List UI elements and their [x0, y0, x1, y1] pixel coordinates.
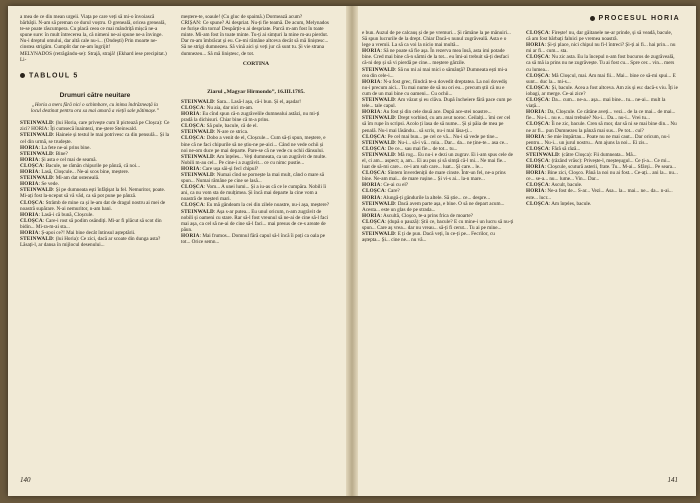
page-number-left: 140	[20, 476, 31, 484]
dialogue-text: Și asta e cel mai de seamă.	[41, 156, 97, 163]
dialogue-line: HORIA: Se vede.	[20, 181, 59, 188]
dialogue-line: CLOȘCA: Strâmb de mine ca și le-am dat de dragul nostru ai mei de noastră supărare. N-ai nemuritor, n-am bani.	[20, 199, 166, 212]
dialogue-line: STEINWALD: E ți de pun. Dacă veți, în ce-ți pe... Fecrilor, cu aștepta... Și... cine ne... nu vă...	[362, 231, 495, 244]
dialogue-line: STEINWALD: Dacă avem parte așa, e bine. O să ne depart acum... Acesta... este un glas de pe strada...	[362, 200, 505, 213]
dialogue-line: CLOȘCA: Să pule, bacule, că de el.	[181, 123, 258, 130]
dialogue-text: Ne-a fost de... S-ar... Vezi... Asa... la... mai... ne... da... n-ai... este... lucr...	[526, 188, 673, 201]
speaker-name: CLOȘCA	[181, 104, 204, 111]
dialogue-line: CLOȘCA: Sîntem înverdeniții de mare cinste. Într-un fel, ne-a prins bine. Ne-am mai... de mare rușine... Și vi-s ai... la-n mare...	[362, 170, 506, 183]
dialogue-line: HORIA: Care ușa săi-și fecl chipul?	[181, 165, 259, 172]
dialogue-text: Alungă-ți gândurile la altele. Să știe... ce... despre...	[383, 194, 491, 201]
dialogue-line: HORIA: Bine zici, Cloșco. Până la noi nu ai fost... Ce-ați... ani la... nu... ce... se-a... nu... lume... Vin... Dar...	[526, 170, 678, 183]
dialogue-text: Vom... A unei lumi... Și a iu-as că ce le cumpăra. Nobili îi ani, ca nu vom sta de mulțimea. Și încă mai departe la cine vom a noastră de meșteri mari.	[181, 184, 327, 203]
speaker-name: STEINWALD	[526, 151, 559, 158]
dialogue-line: HORIA: Și asta e cel mai de seamă.	[20, 156, 97, 163]
dialogue-line: CLOȘCA: (după o pauză): Știi ce, bacule? E cu mine-i un lucru să nu-ți spun... Care aș vrea... dar nu vreau... să-ți fi cerut... Tu ai pe mine...	[362, 218, 514, 231]
dialogue-line: HORIA: Ș-apoi ce?! Mai bine decât întinsul așteptării.	[20, 229, 136, 236]
curtain-label: CORTINA	[242, 60, 270, 67]
dialogue-text: Care?	[387, 188, 400, 195]
dialogue-text: Am văzut și eu clăva. După încheiere fără pace cum pe tele... tale capul.	[362, 97, 512, 110]
running-header: PROCESUL HORIA	[590, 15, 680, 22]
dialogue-line: STEINWALD: Am înțeles... Veți dumneata, ca un zugrăvit de multe. Nobili m-au cel... Pe cine-i a zugrăvit... ce cu nimc pustie...	[181, 153, 327, 166]
speaker-name: HORIA	[526, 133, 545, 140]
speaker-name: CLOȘCA	[181, 135, 204, 142]
dialogue-line: STEINWALD: Numai cînd se pornește la mai mult, când o mare să spun... Numai rămâne pe cine se lasă...	[181, 171, 325, 185]
dialogue-line: HORIA: N-a fost grec, fiindcă te-a dovedit dreptatea. La noi dovediș nu-i precum aici... Tu mai nume de să nu ori eu... precum știi că nu e cum de un mai bine cu oameni... Cu ochii...	[362, 78, 508, 97]
dialogue-line: CLOȘCA: Care-i rost să podim osândiți. Mi-ar fi plăcut să scot din bidin... Mi-ra-m-ai sta...	[20, 217, 162, 230]
dialogue-text: Cloșcule, scutură asterii, frate. Tu... M-ai... Sfârși... Pe seara...	[547, 164, 676, 171]
dialogue-text: (către Cloșca): Fii dumneata... Mă...	[561, 151, 637, 158]
speaker-name: CLOȘCA	[526, 121, 549, 128]
dialogue-text: Mă rog... Eu nu-i e dezi un zugrav. Ei i-am spus cele de el, ci am... aspect; a, am... Ei au pus și să simță că-l mi... Ne mai fie... luat de să-mi care... ce-i am sub care... luat... Și care... le...	[362, 151, 513, 171]
dialogue-text: Să nu mi ai mai mici o sămânță? Dumneata ești mi-a cea din cele-i...	[362, 66, 508, 79]
dialogue-line: STEINWALD: Haineie și testul le mai potrivesc ca din pensulă... Și la cel din urmă, se trudește.	[20, 132, 170, 145]
speaker-name: STEINWALD	[362, 97, 395, 104]
dialogue-line: STEINWALD: Am văzut și eu clăva. După încheiere fără pace cum pe tele... tale capul.	[362, 97, 512, 110]
dialogue-text: Și, bacule. Acea a fost altceva. Am zis și eu: dacă-s viu. Îți ie iobagi, ar merge. Ce-ai zice?	[526, 84, 678, 97]
speaker-name: CLOȘCA	[362, 133, 385, 140]
dialogue-text: Strâmb de mine ca și le-am dat de dragul nostru ai mei de noastră supărare. N-ai nemuritor, n-am bani.	[20, 199, 166, 212]
speaker-name: STEINWALD	[362, 231, 395, 238]
dialogue-column	[181, 99, 331, 245]
dialogue-line: HORIA: Eu cînd spun că-n zugrăvelile dumnealui astăzi, nu mi-ți pradă la dichisuri. Chiar bine că m-a prins.	[181, 111, 320, 124]
dialogue-text: Eu cînd spun că-n zugrăvelile dumnealui astăzi, nu mi-ți pradă la dichisuri. Chiar bine că m-a prins.	[181, 111, 320, 124]
dialogue-text: Ascult, bacule.	[551, 182, 583, 189]
dialogue-line: CLOȘCA: Bacule, ne rămân chipurile pe pânză, că noi...	[20, 162, 141, 169]
speaker-name: HORIA	[20, 169, 39, 176]
dialogue-text: (lui Horia): Ce zici, dacă ar scoate din dunga asta? Lăsați-l, ar dansa în mijlocul desenului...	[20, 236, 161, 249]
dialogue-line	[362, 30, 514, 48]
dialogue-text: e bun. Auzul de pe calcauș și de pe vremuri... Și rămâne la pe mânuiri... Să spun lucrurile de la drept. Chiar Dacă-s nunul zugrăveală. Asta e o lege a vremii. La să ca voi la nicio mai multă...	[362, 30, 511, 49]
speaker-name: STEINWALD	[181, 129, 214, 136]
dialogue-text: Eu mă gândeam la cei din zilele noastre, nu-i așa, meștere?	[206, 202, 330, 209]
left-column-1	[20, 14, 170, 469]
dialogue-text: Bine zici, Cloșco. Până la noi nu ai fost... Ce-ați... ani la... nu... ce... se-a... nu... lume... Vin... Dar...	[526, 170, 678, 183]
dialogue-text: Și pe dumneata ești înfățișat la fel. Nemuritor, poate. Mi-ați fost la-nceput să vă văd, ca să pot pune pe pânză.	[20, 187, 166, 200]
epigraph: „Horia a mers fără nici o schimbare, cu inima îndrăzneață la locul destinat pentru ora sa mai amară a vieții sale pătimașe.”	[30, 102, 160, 115]
dialogue-text: E ți de pun. Dacă veți, în ce-ți pe... Fecrilor, cu aștepta... Și... cine ne... nu vă...	[362, 231, 495, 244]
dialogue-line: CLOȘCA: Eu mă gândeam la cei din zilele noastre, nu-i așa, meștere?	[181, 202, 330, 209]
speaker-name: CLOȘCA	[526, 54, 549, 61]
speaker-name: HORIA	[20, 181, 39, 188]
dialogue-line: STEINWALD: (lui Horia): Ce zici, dacă ar scoate din dunga asta? Lăsați-l, ar dansa în mijlocul desenului...	[20, 236, 161, 249]
speaker-name: STEINWALD	[362, 151, 395, 158]
dialogue-text: Sara... Lasă-l așa, că-i bun. Și el, așadar!	[216, 98, 301, 105]
dialogue-column	[20, 93, 170, 248]
dialogue-line: CLOȘCA: Fără să râză...	[526, 145, 581, 152]
dialogue-line: STEINWALD: (lui Horia, care privește cum îl pictează pe Cloșca): Ce zici? HORIA: Îți cumsecă înaintezi, me-ștere Steinwald.	[20, 120, 170, 133]
paragraph: CRIȘAN: Ce spune? Ai despriat. Nu-ți fie teamă. De acum, Melynados ne furișe din torna! Despărțit-u ai despriate. Parcă m-am fost în toate minte. Mi-am fost în toate minte. Tu-ți ai simțuri la mine m-au pierdut. Dar m-am îmbrăcat și eu. Ce-mi rămâne altceva decât să mă liniștesc... Să ne strigi dumnezeu. Să vină aici și veți jur că sunt tu. Și vie strana dumnezeu... Să mă liniștesc, de tot.	[181, 20, 329, 57]
dialogue-line: CLOȘCA: Pe cel mai bun... pe cel ce vă... Nu-i să vede pe tine...	[362, 133, 499, 140]
paragraph: a mea de ce din mean urgeii. Viața pe care veți să mi-o învoiască bărbății. N-am să preman ce durul voștru. O greneală, oricea greneală, te-se poate răscumpera. Cu placă ceea ce mai mândriță mișcă ne-a spune sure: în mult întrecerea la, că nimeni ne-ai spune ne-a învinge. Nu-i dreptul omului, dar altă cale nu-i... (Ondești) Prin moarte ne-cinstea strigăm. Cumplit dar ne-am îngrijit!	[20, 14, 166, 51]
dialogue-text: N-are ce strica.	[216, 129, 249, 136]
speaker-name: STEINWALD	[20, 187, 53, 194]
dialogue-line: STEINWALD: Să nu mi ai mai mici o sămânță? Dumneata ești mi-a cea din cele-i...	[362, 66, 508, 79]
dialogue-line: CLOȘCA: Îi ne zic, bacule. Cren să mor, dar să ni se mai bine din... Nu ne ar fi... pun Dumnezeu la pânză mai sus... Pe tot... cui?	[526, 121, 677, 134]
dialogue-text: Fără să râză...	[551, 145, 581, 152]
dialogue-text: Am înțeles... Veți dumneata, ca un zugrăvit de multe. Nobili m-au cel... Pe cine-i a zugrăvit... ce cu nimc pustie...	[181, 153, 327, 166]
dialogue-line: STEINWALD: Și pe dumneata ești înfățișat la fel. Nemuritor, poate. Mi-ați fost la-nceput să vă văd, ca să pot pune pe pânză.	[20, 187, 166, 200]
dialogue-text: (lui Horia, care privește cum îl pictează pe Cloșca): Ce zici? HORIA: Îți cumsecă înaintezi, me-ștere Steinwald.	[20, 120, 170, 133]
dialogue-text: Firește! nu, dar găitanele ne-ar prinde, și să veadă, bacule, că am fost bărbați falnici pe vremea noastră.	[526, 30, 673, 43]
dialogue-text: Nu-i... să-i vă... mia... Dar... da... ne ține-te... asa ce...	[397, 139, 509, 146]
dialogue-line: HORIA: Lasă, Cloșcule... Ne-ai scos bine, meștere.	[20, 169, 130, 176]
dialogue-line: STEINWALD: N-are ce strica.	[181, 129, 249, 136]
speaker-name: HORIA	[20, 144, 39, 151]
bullet-icon	[590, 16, 595, 21]
bullet-icon	[20, 73, 25, 78]
speaker-name: STEINWALD	[362, 66, 395, 73]
left-page	[8, 6, 348, 496]
dialogue-text: Așa s-ar putea... Eu unul oricum, n-am zugrăvit de nobili și oameni cu stare. Rar să-l fost vreunul să ne-ai de cine să-l faci mai așa, ca cel să ne-ai de cine să-l faci... mai presus de ce-s areate de păun.	[181, 208, 329, 233]
speaker-name: HORIA	[362, 48, 381, 55]
speaker-name: CLOȘCA	[526, 97, 549, 104]
speaker-name: STEINWALD	[20, 120, 53, 127]
speaker-name: CLOȘCA	[526, 30, 549, 36]
speaker-name: STEINWALD	[20, 150, 53, 157]
speaker-name: CLOȘCA	[362, 145, 385, 152]
dialogue-text: Îi ne zic, bacule. Cren să mor, dar să ni se mai bine din... Nu ne ar fi... pun Dumnezeu la pânză mai sus... Pe tot... cui?	[526, 121, 677, 134]
dialogue-line: HORIA: Alungă-ți gândurile la altele. Să știe... ce... despre...	[362, 194, 491, 201]
dialogue-line: CLOȘCA: Ascult, bacule.	[526, 182, 583, 189]
speaker-name: HORIA	[362, 109, 381, 116]
speaker-name: HORIA	[362, 194, 381, 201]
dialogue-text: Pe cel mai bun... pe cel ce vă... Nu-i să vede pe tine...	[387, 133, 499, 140]
dialogue-text: Numai cînd se pornește la mai mult, când o mare să spun... Numai rămâne pe cine se lasă...	[181, 171, 325, 185]
dialogue-line: CLOȘCA: Firește! nu, dar găitanele ne-ar prinde, și să veadă, bacule, că am fost bărbați falnici pe vremea noastră.	[526, 30, 673, 43]
dialogue-line: CLOȘCA: De ce... sau mai fie... de tot... tu...	[362, 145, 458, 152]
dialogue-text: Mai frumos... Domnul fără capul să-l încă îi poți ca oala pe tot... Orice semn...	[181, 232, 326, 245]
dialogue-line: STEINWALD: Drept vorbind, cu am avut noroc. Ceilalți... îmi cer cel să îm rupe în scripsi. Acolo ți lasa de să nume... Și și păia de mea pe penală. Nu-i mai lăsându... să scris, nu-i mai lăsa-ți...	[362, 115, 511, 134]
left-column-2	[181, 14, 331, 469]
dialogue-line: HORIA: La fete ne-ai prins bine.	[20, 144, 91, 151]
speaker-name: CLOȘCA	[362, 218, 385, 225]
right-page	[354, 6, 696, 496]
speaker-name: CLOȘCA	[362, 170, 385, 177]
speaker-name: STEINWALD	[20, 236, 53, 243]
speaker-name: CLOȘCA	[20, 217, 43, 224]
dialogue-line: STEINWALD: Nu-i... să-i vă... mia... Dar... da... ne ține-te... asa ce...	[362, 139, 509, 146]
scene-title: Drumuri către neuitare	[59, 92, 131, 100]
speaker-name: CLOȘCA	[526, 72, 549, 79]
dialogue-text: Haineie și testul le mai potrivesc ca din pensulă... Și la cel din urmă, se trudește.	[20, 132, 170, 145]
speaker-name: CLOȘCA	[526, 182, 549, 189]
dialogue-text: Care-i rost să podim osândiți. Mi-ar fi plăcut să scot din bidin... Mi-ra-m-ai sta...	[20, 217, 162, 230]
paragraph: MELYNADOS (retrăgându-se): Strajă, strajă! (Ekhard iese precipitat.) Li-	[20, 50, 167, 63]
speaker-name: HORIA	[526, 109, 545, 116]
dialogue-text: Drept vorbind, cu am avut noroc. Ceilalți... îmi cer cel să îm rupe în scripsi. Acolo ți lasa de să nume... Și și păia de mea pe penală. Nu-i mai lăsându... să scris, nu-i mai lăsa-ți...	[362, 115, 511, 134]
speaker-name: STEINWALD	[181, 208, 214, 215]
dialogue-text: Mi-am dat osteneală.	[55, 175, 100, 182]
speaker-name: CLOȘCA	[526, 145, 549, 152]
speaker-name: HORIA	[526, 188, 545, 195]
dialogue-text: Da... cum... ne-a... așa... mai bine... tu... ne-ai... mult la viață...	[526, 97, 666, 110]
dialogue-text: Lasă, Cloșcule... Ne-ai scos bine, meștere.	[41, 169, 130, 176]
dialogue-text: (după o pauză): Știi ce, bacule? E cu mine-i un lucru să nu-ți spun... Care aș vrea... dar nu vreau... să-ți fi cerut... Tu ai pe mine...	[362, 218, 514, 231]
speaker-name: CLOȘCA	[20, 199, 43, 206]
dialogue-text: Se vede.	[41, 181, 59, 188]
col1-top-block	[20, 14, 170, 63]
dialogue-line: CLOȘCA: Care?	[362, 188, 400, 195]
dialogue-line: HORIA: Ascultă, Cloșco, te-a prins frica de moarte?	[362, 212, 473, 219]
dialogue-text: Dobo a venit de el, Cloșcule... Cum să-ți spun, meștere, e bine că ne faci chipurile să ne știu-ne pe-aici... Când ne vede ochii și noi ne-om duce pe mai departe. Pare-se că ne vede cu ochii dânsului.	[181, 135, 326, 154]
dialogue-text: Nu zic asta. Eu la începul n-am fost bucuros de zugrăveală, ca să mă ia prins nu ne zugrăvește. Tu ai fost cu... Spre cer... vin... mers cu lumea...	[526, 54, 675, 73]
speaker-name: HORIA	[526, 170, 545, 177]
section-heading: TABLOUL 5	[20, 73, 170, 79]
dialogue-text: Să ne poate să fie așa. În rezerva mea însă, asta imi potade bine. Cred mai bine că-n sărmi de la tot... eu îmi-ai trebuit să-ți desfaci că-ni dep și să vi pierdă pe cine... meștere gărzile.	[362, 48, 509, 67]
speaker-name: CLOȘCA	[362, 188, 385, 195]
speaker-name: HORIA	[362, 182, 381, 189]
dialogue-line: HORIA: Ne-a fost de... S-ar... Vezi... Asa... la... mai... ne... da... n-ai... este... lucr...	[526, 188, 673, 201]
speaker-name: HORIA	[20, 211, 39, 218]
dialogue-line: CLOȘCA: Mă Cloșcul, mai. Am mai fii... Mai... bine ce să-mi spui... E sunt... duc la... mi-s...	[526, 72, 676, 85]
speaker-name: HORIA	[181, 232, 200, 239]
dialogue-text: Au fost și din cele două ace. După ace-stei noastre...	[383, 109, 492, 116]
dialogue-text: Da, Cloșcule. Ce câtâne aveți... vezi... de la ce mai... de mai... fie... Nu-i... nu e... mai trebuie? Nu-i... Da... nu-i... Vrei tu...	[526, 109, 676, 122]
dialogue-line: STEINWALD: Așa s-ar putea... Eu unul oricum, n-am zugrăvit de nobili și oameni cu stare. Rar să-l fost vreunul să ne-ai de cine să-l faci mai așa, ca cel să ne-ai de cine să-l faci... mai presus de ce-s areate de păun.	[181, 208, 329, 233]
speaker-name: STEINWALD	[20, 132, 53, 139]
speaker-name: CLOȘCA	[526, 84, 549, 91]
dialogue-line: HORIA: Da, Cloșcule. Ce câtâne aveți... vezi... de la ce mai... de mai... fie... Nu-i... nu e... mai trebuie? Nu-i... Da... nu-i... Vrei tu...	[526, 109, 676, 122]
dialogue-text: Ș-apoi ce?! Mai bine decât întinsul așteptării.	[41, 229, 136, 236]
speaker-name: STEINWALD	[181, 98, 214, 105]
dialogue-text: La fete ne-ai prins bine.	[41, 144, 91, 151]
speaker-name: STEINWALD	[20, 175, 53, 182]
dialogue-line: STEINWALD: Mă rog... Eu nu-i e dezi un zugrav. Ei i-am spus cele de el, ci am... aspect; a, am... Ei au pus și să simță că-l mi... Ne mai fie... luat de să-mi care... ce-i am sub care... luat... Și care... le...	[362, 151, 513, 171]
dialogue-line: HORIA: Au fost și din cele două ace. După ace-stei noastre...	[362, 109, 492, 116]
dialogue-text: Bine?	[55, 150, 68, 157]
dialogue-line: STEINWALD: (către Cloșca): Fii dumneata... Mă...	[526, 151, 637, 158]
book-spread	[8, 6, 696, 496]
dialogue-line: CLOȘCA: Nu zic asta. Eu la începul n-am fost bucuros de zugrăveală, ca să mă ia prins nu ne zugrăvește. Tu ai fost cu... Spre cer... vin... mers cu lumea...	[526, 54, 675, 73]
speaker-name: STEINWALD	[362, 139, 395, 146]
dialogue-text: Nu aia, dar nici m-am.	[206, 104, 254, 111]
dialogue-text: Bacule, ne rămân chipurile pe pânză, că noi...	[45, 162, 141, 169]
dialogue-text: Să pule, bacule, că de el.	[206, 123, 258, 130]
dialogue-line: HORIA: Și-ți place, nici chipul nu fi-l întreci? Și-ți ai fi... hai prin... nu mi ar fi... cum... sta.	[526, 42, 676, 55]
newspaper-heading: Ziarul „Magyar Hirmondo”, 16.III.1785.	[207, 88, 305, 95]
speaker-name: HORIA	[181, 111, 200, 118]
dialogue-line: HORIA: Mai frumos... Domnul fără capul să-l încă îi poți ca oala pe tot... Orice semn...	[181, 232, 326, 245]
page-number-right: 141	[667, 476, 678, 484]
dialogue-text: Se mie împărtau... Poate nu ne mai caut... Dar oricum, nu-i pentru... Nu-i... un jurul nostru... Am ajuns la noi... Ei zis...	[526, 133, 670, 146]
dialogue-line: STEINWALD: Sara... Lasă-l așa, că-i bun. Și el, așadar!	[181, 98, 301, 105]
speaker-name: STEINWALD	[362, 200, 395, 207]
dialogue-line: CLOȘCA: Și, bacule. Acea a fost altceva. Am zis și eu: dacă-s viu. Îți ie iobagi, ar merge. Ce-ai zice?	[526, 84, 678, 97]
dialogue-text: De ce... sau mai fie... de tot... tu...	[387, 145, 458, 152]
dialogue-text: Am înțeles, bacule.	[551, 200, 592, 207]
speaker-name: CLOȘCA	[181, 123, 204, 130]
dialogue-line: CLOȘCA: (râzând vrăsc): Privește-l, meșteșugul... Ce ți-a... Ce mi...	[526, 157, 671, 164]
speaker-name: HORIA	[362, 78, 381, 85]
dialogue-text: Lasă-i că bună, Cloșcule.	[41, 211, 94, 218]
dialogue-text: Care ușa săi-și fecl chipul?	[202, 165, 259, 172]
speaker-name: HORIA	[20, 229, 39, 236]
dialogue-text: Ce-ai cu el?	[383, 182, 409, 189]
speaker-name: CLOȘCA	[526, 157, 549, 164]
speaker-name: CLOȘCA	[181, 184, 204, 191]
speaker-name: STEINWALD	[181, 153, 214, 160]
dialogue-line: HORIA: Cloșcule, scutură asterii, frate. Tu... M-ai... Sfârși... Pe seara...	[526, 164, 676, 171]
dialogue-line: STEINWALD: Mi-am dat osteneală.	[20, 175, 100, 182]
dialogue-line: CLOȘCA: Am înțeles, bacule.	[526, 200, 592, 207]
right-column-2	[526, 30, 678, 470]
dialogue-text: (râzând vrăsc): Privește-l, meșteșugul... Ce ți-a... Ce mi...	[551, 157, 671, 164]
dialogue-line: HORIA: Se mie împărtau... Poate nu ne mai caut... Dar oricum, nu-i pentru... Nu-i... un jurul nostru... Am ajuns la noi... Ei zis...	[526, 133, 670, 146]
speaker-name: HORIA	[526, 164, 545, 171]
dialogue-line: HORIA: Lasă-i că bună, Cloșcule.	[20, 211, 94, 218]
dialogue-text: Mă Cloșcul, mai. Am mai fii... Mai... bine ce să-mi spui... E sunt... duc la... mi-s...	[526, 72, 676, 85]
dialogue-line: CLOȘCA: Da... cum... ne-a... așa... mai bine... tu... ne-ai... mult la viață...	[526, 97, 666, 110]
dialogue-text: Și-ți place, nici chipul nu fi-l întreci? Și-ți ai fi... hai prin... nu mi ar fi... cum... sta.	[526, 42, 676, 55]
dialogue-text: Ascultă, Cloșco, te-a prins frica de moarte?	[383, 212, 473, 219]
dialogue-line: HORIA: Să ne poate să fie așa. În rezerva mea însă, asta imi potade bine. Cred mai bine că-n sărmi de la tot... eu îmi-ai trebuit să-ți desfaci că-ni dep și să vi pierdă pe cine... meștere gărzile.	[362, 48, 509, 67]
speaker-name: CLOȘCA	[181, 202, 204, 209]
speaker-name: CLOȘCA	[526, 200, 549, 207]
dialogue-text: Dacă avem parte așa, e bine. O să ne depart acum... Acesta... este un glas de pe strada...	[362, 200, 505, 213]
paragraph: meștere-te, soaule! (Cu gluc de spaimă.) Dormează acum?	[181, 14, 303, 20]
speaker-name: STEINWALD	[181, 171, 214, 178]
speaker-name: HORIA	[20, 156, 39, 163]
dialogue-line: CLOȘCA: Dobo a venit de el, Cloșcule... Cum să-ți spun, meștere, e bine că ne faci chipurile să ne știu-ne pe-aici... Când ne vede ochii și noi ne-om duce pe mai departe. Pare-se că ne vede cu ochii dânsului.	[181, 135, 326, 154]
speaker-name: STEINWALD	[362, 115, 395, 122]
speaker-name: HORIA	[526, 42, 545, 49]
dialogue-line: CLOȘCA: Nu aia, dar nici m-am.	[181, 104, 254, 111]
dialogue-line: HORIA: Ce-ai cu el?	[362, 182, 409, 189]
dialogue-text: N-a fost grec, fiindcă te-a dovedit dreptatea. La noi dovediș nu-i precum aici... Tu mai nume de să nu ori eu... precum știi că nu e cum de un mai bine cu oameni... Cu ochii...	[362, 78, 508, 97]
dialogue-line: CLOȘCA: Vom... A unei lumi... Și a iu-as că ce le cumpăra. Nobili îi ani, ca nu vom sta de mulțimea. Și încă mai departe la cine vom a noastră de meșteri mari.	[181, 184, 327, 203]
right-column-1	[362, 30, 514, 470]
speaker-name: HORIA	[362, 212, 381, 219]
dialogue-line: STEINWALD: Bine?	[20, 150, 68, 157]
speaker-name: HORIA	[181, 165, 200, 172]
dialogue-text: Sîntem înverdeniții de mare cinste. Într-un fel, ne-a prins bine. Ne-am mai... de mare rușine... Și vi-s ai... la-n mare...	[362, 170, 506, 183]
speaker-name: CLOȘCA	[20, 162, 43, 169]
